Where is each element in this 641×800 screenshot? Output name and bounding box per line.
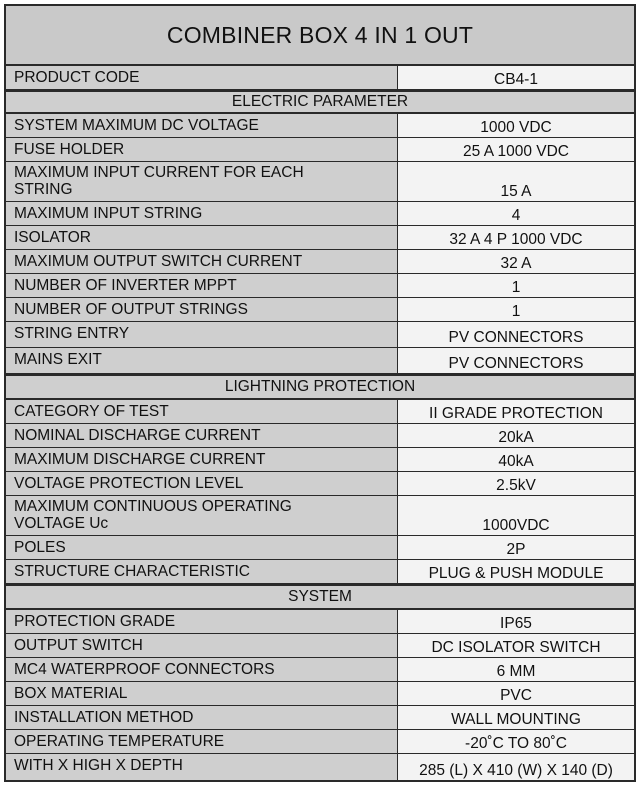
- table-row: [6, 706, 634, 730]
- row-label-line: MAXIMUM CONTINUOUS OPERATING: [14, 498, 292, 515]
- row-value: DC ISOLATOR SWITCH: [398, 634, 634, 657]
- table-row: [6, 138, 634, 162]
- table-row: [6, 754, 634, 780]
- row-value: PV CONNECTORS: [398, 322, 634, 347]
- table-row: [6, 448, 634, 472]
- table-row: [6, 202, 634, 226]
- row-label: STRING ENTRY: [6, 322, 398, 347]
- row-label: PRODUCT CODE: [6, 66, 398, 89]
- row-value: CB4-1: [398, 66, 634, 89]
- row-label: MAXIMUM INPUT STRING: [6, 202, 398, 225]
- row-value: WALL MOUNTING: [398, 706, 634, 729]
- section-heading-lightning: LIGHTNING PROTECTION: [6, 374, 634, 400]
- row-label: NOMINAL DISCHARGE CURRENT: [6, 424, 398, 447]
- row-label: BOX MATERIAL: [6, 682, 398, 705]
- row-label: [6, 496, 398, 535]
- page-title: COMBINER BOX 4 IN 1 OUT: [6, 6, 634, 66]
- row-value: 285 (L) X 410 (W) X 140 (D): [398, 754, 634, 780]
- row-label: MAXIMUM OUTPUT SWITCH CURRENT: [6, 250, 398, 273]
- row-label: NUMBER OF OUTPUT STRINGS: [6, 298, 398, 321]
- row-label: PROTECTION GRADE: [6, 610, 398, 633]
- row-label-line: VOLTAGE Uc: [14, 515, 109, 532]
- row-label: CATEGORY OF TEST: [6, 400, 398, 423]
- table-row: [6, 226, 634, 250]
- table-row: [6, 424, 634, 448]
- row-value: 20kA: [398, 424, 634, 447]
- table-row: [6, 634, 634, 658]
- table-row: [6, 298, 634, 322]
- table-row: [6, 496, 634, 536]
- row-value: II GRADE PROTECTION: [398, 400, 634, 423]
- row-value: 1000VDC: [398, 496, 634, 535]
- row-value: PV CONNECTORS: [398, 348, 634, 373]
- table-row: [6, 730, 634, 754]
- row-label: MAXIMUM DISCHARGE CURRENT: [6, 448, 398, 471]
- row-label: VOLTAGE PROTECTION LEVEL: [6, 472, 398, 495]
- row-value: 2P: [398, 536, 634, 559]
- section-heading-electric: ELECTRIC PARAMETER: [6, 90, 634, 114]
- row-value: 2.5kV: [398, 472, 634, 495]
- row-label-line: STRING: [14, 181, 73, 198]
- section-heading-system: SYSTEM: [6, 584, 634, 610]
- row-value: PVC: [398, 682, 634, 705]
- row-label: INSTALLATION METHOD: [6, 706, 398, 729]
- row-label: POLES: [6, 536, 398, 559]
- row-value: 4: [398, 202, 634, 225]
- row-value: IP65: [398, 610, 634, 633]
- table-row: [6, 560, 634, 584]
- row-label: NUMBER OF INVERTER MPPT: [6, 274, 398, 297]
- table-row: [6, 400, 634, 424]
- table-row: [6, 250, 634, 274]
- table-row: [6, 322, 634, 348]
- row-value: 40kA: [398, 448, 634, 471]
- table-row: [6, 114, 634, 138]
- row-label: MC4 WATERPROOF CONNECTORS: [6, 658, 398, 681]
- row-value: 1000 VDC: [398, 114, 634, 137]
- row-label: MAINS EXIT: [6, 348, 398, 373]
- row-value: -20˚C TO 80˚C: [398, 730, 634, 753]
- table-row: [6, 274, 634, 298]
- row-label: FUSE HOLDER: [6, 138, 398, 161]
- row-value: 25 A 1000 VDC: [398, 138, 634, 161]
- row-label: ISOLATOR: [6, 226, 398, 249]
- row-value: 6 MM: [398, 658, 634, 681]
- table-row: [6, 536, 634, 560]
- row-label: [6, 162, 398, 201]
- row-value: 32 A 4 P 1000 VDC: [398, 226, 634, 249]
- row-value: 15 A: [398, 162, 634, 201]
- row-label-line: MAXIMUM INPUT CURRENT FOR EACH: [14, 164, 304, 181]
- row-label: OPERATING TEMPERATURE: [6, 730, 398, 753]
- row-value: PLUG & PUSH MODULE: [398, 560, 634, 583]
- table-row: [6, 162, 634, 202]
- product-code-row: [6, 66, 634, 90]
- table-row: [6, 348, 634, 374]
- row-label: STRUCTURE CHARACTERISTIC: [6, 560, 398, 583]
- table-row: [6, 682, 634, 706]
- spec-sheet: [4, 4, 636, 782]
- table-row: [6, 472, 634, 496]
- row-value: 32 A: [398, 250, 634, 273]
- row-value: 1: [398, 298, 634, 321]
- row-value: 1: [398, 274, 634, 297]
- row-label: OUTPUT SWITCH: [6, 634, 398, 657]
- row-label: WITH X HIGH X DEPTH: [6, 754, 398, 780]
- row-label: SYSTEM MAXIMUM DC VOLTAGE: [6, 114, 398, 137]
- table-row: [6, 610, 634, 634]
- table-row: [6, 658, 634, 682]
